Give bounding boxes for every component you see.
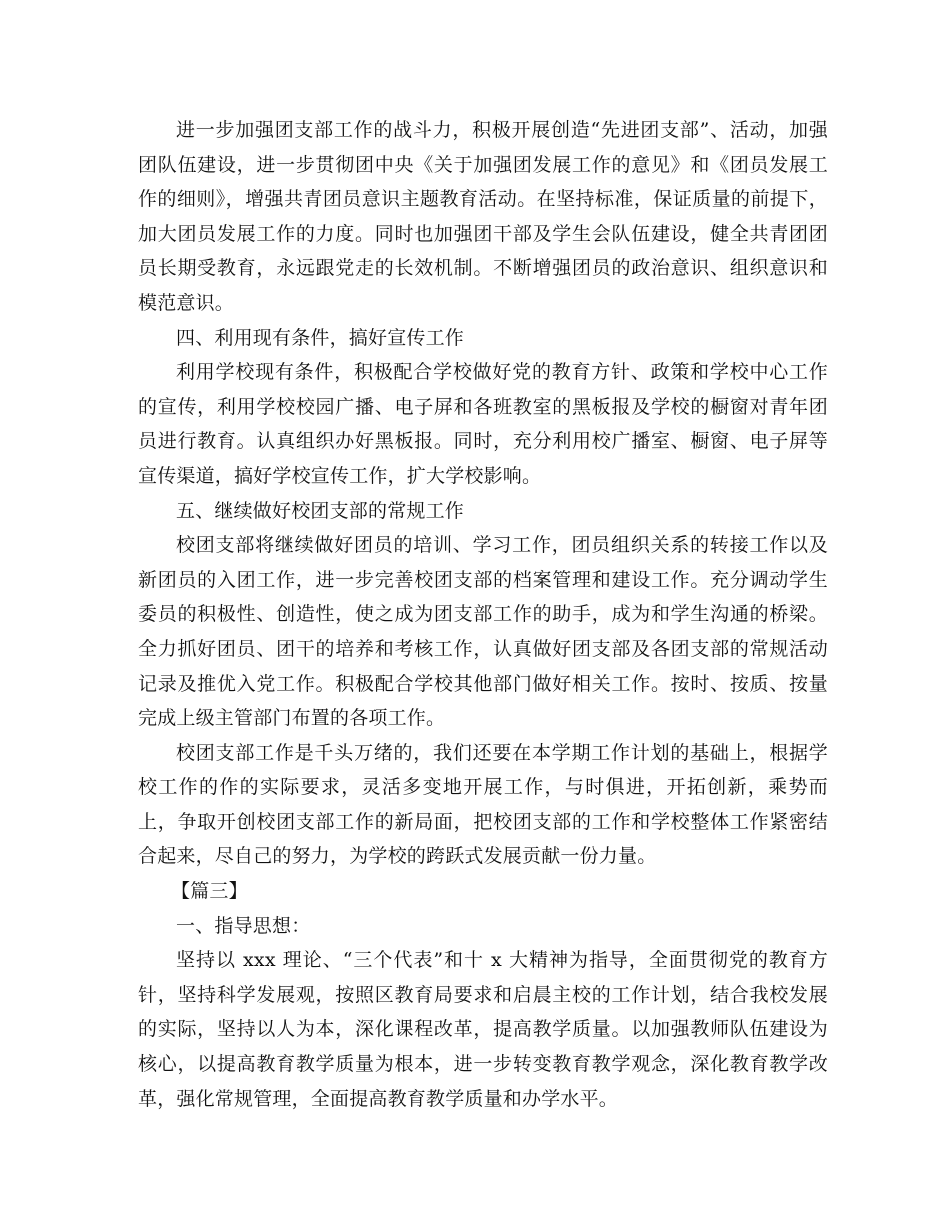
- paragraph-guiding-ideology: 坚持以 xxx 理论、“三个代表”和十 x 大精神为指导，全面贯彻党的教育方针，坚持科学发展观，按照区教育局要求和启晨主校的工作计划，结合我校发展的实际，坚持以人为本，深化课程改革，提高教学质量。以加强教师队伍建设为核心，以提高教育教学质量为根本，进一步转变教育教学观念，深化教育教学改革，强化常规管理，全面提高教育教学质量和办学水平。: [138, 949, 828, 1110]
- paragraph-routine-work: 校团支部将继续做好团员的培训、学习工作，团员组织关系的转接工作以及新团员的入团工作，进一步完善校团支部的档案管理和建设工作。充分调动学生委员的积极性、创造性，使之成为团支部工作的助手，成为和学生沟通的桥梁。全力抓好团员、团干的培养和考核工作，认真做好团支部及各团支部的常规活动记录及推优入党工作。积极配合学校其他部门做好相关工作。按时、按质、按量完成上级主管部门布置的各项工作。: [138, 534, 828, 730]
- paragraph-conclusion: 校团支部工作是千头万绪的，我们还要在本学期工作计划的基础上，根据学校工作的作的实际要求，灵活多变地开展工作，与时俱进，开拓创新，乘势而上，争取开创校团支部工作的新局面，把校团支部的工作和学校整体工作紧密结合起来，尽自己的努力，为学校的跨跃式发展贡献一份力量。: [138, 741, 828, 868]
- heading-routine-work: 五、继续做好校团支部的常规工作: [176, 499, 465, 522]
- section-mark-part-three: 【篇三】: [171, 880, 248, 903]
- heading-guiding-ideology: 一、指导思想：: [176, 914, 311, 937]
- heading-publicity-work: 四、利用现有条件，搞好宣传工作: [176, 326, 465, 349]
- paragraph-publicity: 利用学校现有条件，积极配合学校做好党的教育方针、政策和学校中心工作的宣传，利用学校校园广播、电子屏和各班教室的黑板报及学校的橱窗对青年团员进行教育。认真组织办好黑板报。同时，充分利用校广播室、橱窗、电子屏等宣传渠道，搞好学校宣传工作，扩大学校影响。: [138, 361, 828, 487]
- paragraph-team-building: 进一步加强团支部工作的战斗力，积极开展创造“先进团支部”、活动，加强团队伍建设，进一步贯彻团中央《关于加强团发展工作的意见》和《团员发展工作的细则》，增强共青团员意识主题教育活动。在坚持标准，保证质量的前提下，加大团员发展工作的力度。同时也加强团干部及学生会队伍建设，健全共青团团员长期受教育，永远跟党走的长效机制。不断增强团员的政治意识、组织意识和模范意识。: [138, 119, 828, 314]
- document-page: [138, 113, 828, 1116]
